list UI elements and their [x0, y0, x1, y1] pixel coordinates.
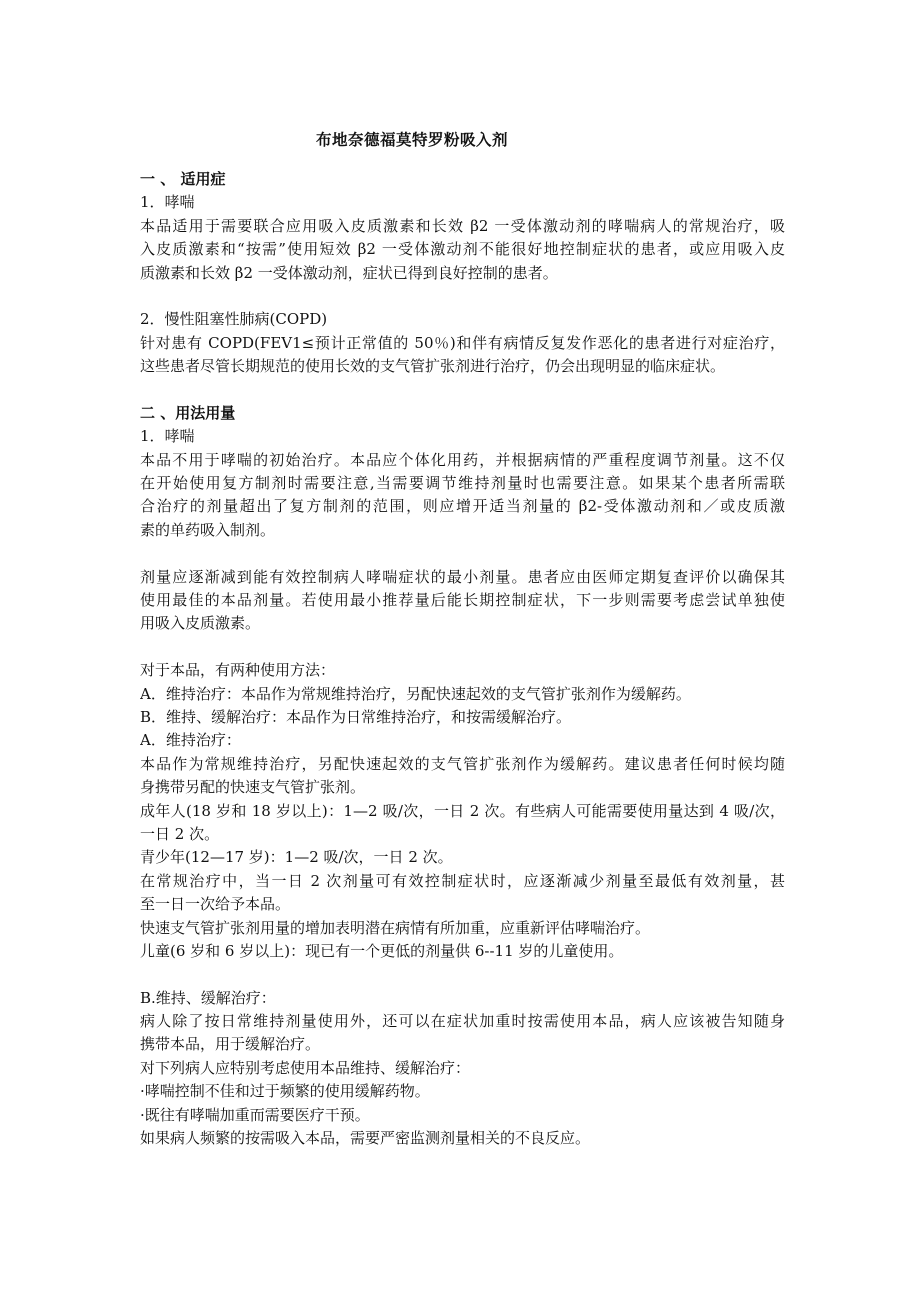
spacer	[140, 636, 785, 659]
paragraph-line: 入皮质激素和“按需”使用短效 β2 一受体激动剂不能很好地控制症状的患者，或应用吸入皮	[140, 240, 785, 259]
paragraph-line: 身携带另配的快速支气管扩张剂。	[140, 778, 366, 797]
paragraph-line: 质激素和长效 β2 一受体激动剂，症状已得到良好控制的患者。	[140, 263, 558, 282]
paragraph-line: 这些患者尽管长期规范的使用长效的支气管扩张剂进行治疗，仍会出现明显的临床症状。	[140, 357, 726, 376]
document-body	[140, 168, 785, 1150]
paragraph-line: 本品不用于哮喘的初始治疗。本品应个体化用药，并根据病情的严重程度调节剂量。这不仅	[140, 450, 785, 469]
paragraph-line: 至一日一次给予本品。	[140, 895, 291, 914]
paragraph-line: 本品适用于需要联合应用吸入皮质激素和长效 β2 一受体激动剂的哮喘病人的常规治疗，吸	[140, 216, 785, 235]
paragraph-line: 用吸入皮质激素。	[140, 614, 261, 633]
subsection-asthma-label: 1．哮喘	[140, 193, 195, 212]
paragraph-line: 剂量应逐渐减到能有效控制病人哮喘症状的最小剂量。患者应由医师定期复查评价以确保其	[140, 567, 785, 586]
method-b-details	[140, 1010, 785, 1150]
spacer	[140, 379, 785, 402]
method-a-heading: A．维持治疗：	[140, 731, 241, 750]
paragraph-line: 快速支气管扩张剂用量的增加表明潜在病情有所加重，应重新评估哮喘治疗。	[140, 918, 651, 937]
paragraph-line: 儿童(6 岁和 6 岁以上)：现已有一个更低的剂量供 6--11 岁的儿童使用。	[140, 941, 624, 960]
subsection-copd-label: 2．慢性阻塞性肺病(COPD)	[140, 310, 328, 329]
method-a-details	[140, 753, 785, 964]
paragraph-line: ·既往有哮喘加重而需要医疗干预。	[140, 1105, 370, 1124]
paragraph-line: 如果病人频繁的按需吸入本品，需要严密监测剂量相关的不良反应。	[140, 1129, 591, 1148]
paragraph-line: ·哮喘控制不佳和过于频繁的使用缓解药物。	[140, 1082, 430, 1101]
paragraph-line: 一日 2 次。	[140, 824, 220, 843]
method-b: B．维持、缓解治疗：本品作为日常维持治疗，和按需缓解治疗。	[140, 707, 572, 726]
paragraph-line: 对下列病人应特别考虑使用本品维持、缓解治疗：	[140, 1058, 471, 1077]
subsection-asthma-dosage-label: 1．哮喘	[140, 427, 195, 446]
paragraph-line: 合治疗的剂量超出了复方制剂的范围，则应增开适当剂量的 β2-受体激动剂和／或皮质激	[140, 497, 785, 516]
methods-intro: 对于本品，有两种使用方法：	[140, 661, 336, 680]
paragraph-line: 病人除了按日常维持剂量使用外，还可以在症状加重时按需使用本品，病人应该被告知随身	[140, 1012, 785, 1031]
section-heading-dosage: 二 、用法用量	[140, 403, 236, 422]
section-heading-indications: 一 、 适用症	[140, 170, 226, 188]
spacer	[140, 542, 785, 565]
paragraph-line: 针对患有 COPD(FEV1≤预计正常值的 50％)和伴有病情反复发作恶化的患者进行对症治疗，	[140, 333, 785, 352]
spacer	[140, 963, 785, 986]
paragraph-line: 本品作为常规维持治疗，另配快速起效的支气管扩张剂作为缓解药。建议患者任何时候均随	[140, 754, 785, 773]
paragraph-line: 在常规治疗中，当一日 2 次剂量可有效控制症状时，应逐渐减少剂量至最低有效剂量，甚	[140, 871, 785, 890]
paragraph-line: 青少年(12—17 岁)：1—2 吸/次，一日 2 次。	[140, 848, 453, 867]
document-title: 布地奈德福莫特罗粉吸入剂	[316, 131, 509, 149]
spacer	[140, 285, 785, 308]
method-b-heading: B.维持、缓解治疗：	[140, 988, 276, 1007]
paragraph-line: 素的单药吸入制剂。	[140, 520, 276, 539]
paragraph-line: 在开始使用复方制剂时需要注意,当需要调节维持剂量时也需要注意。如果某个患者所需联	[140, 474, 785, 493]
method-a: A．维持治疗：本品作为常规维持治疗，另配快速起效的支气管扩张剂作为缓解药。	[140, 684, 691, 703]
paragraph-line: 成年人(18 岁和 18 岁以上)：1—2 吸/次，一日 2 次。有些病人可能需要使用量达到 4 吸/次，	[140, 801, 785, 820]
paragraph-line: 携带本品，用于缓解治疗。	[140, 1035, 321, 1054]
paragraph-line: 使用最佳的本品剂量。若使用最小推荐量后能长期控制症状，下一步则需要考虑尝试单独使	[140, 591, 785, 610]
